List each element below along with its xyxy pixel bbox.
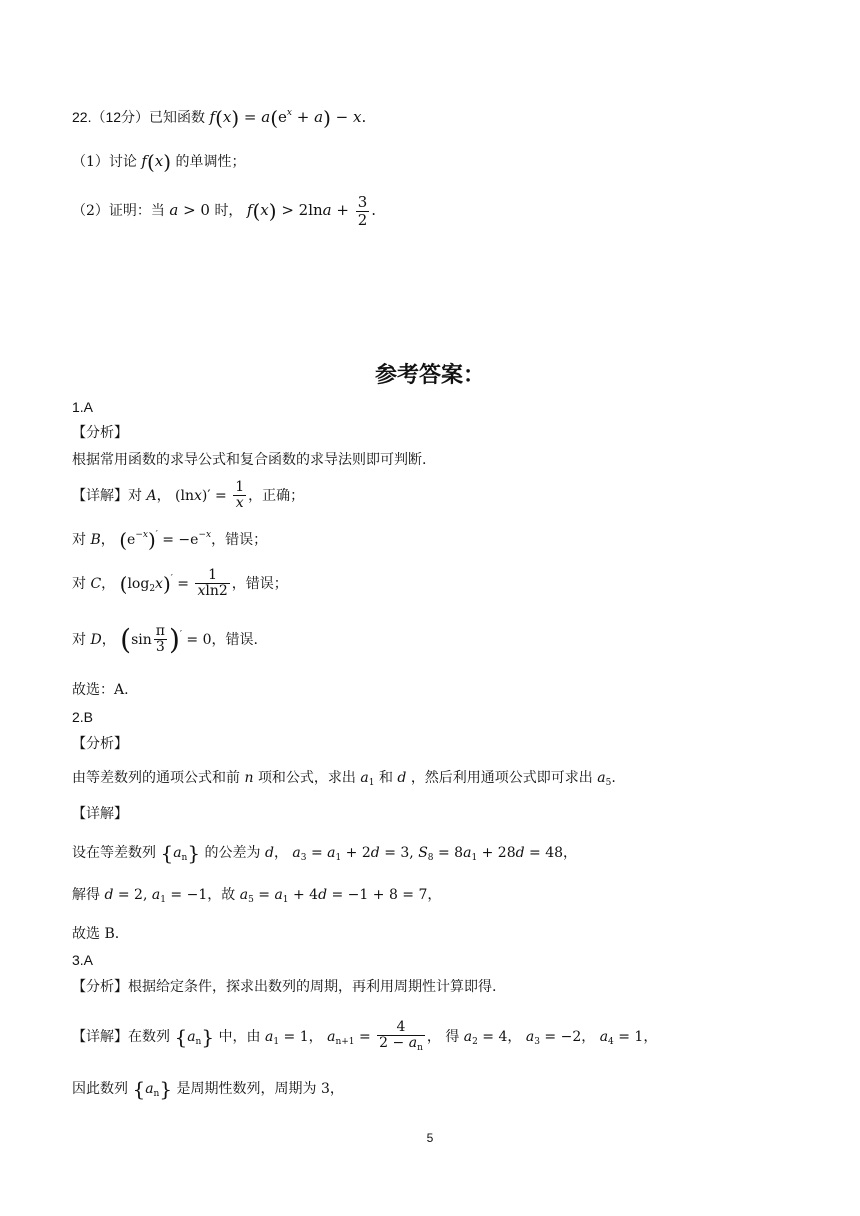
- formula-a3-s8: $a_3 = a_1 + 2d = 3$, $S_8 = 8a_1 + 28d = 48$: [292, 845, 564, 863]
- q1-label: 1.A: [72, 399, 94, 415]
- formula-a5: $a_5 = a_1 + 4d = -1 + 8 = 7$: [239, 887, 428, 905]
- option-label-c: C: [90, 575, 102, 592]
- q1-choice: 故选：A.: [72, 682, 129, 698]
- q2-label: 2.B: [72, 709, 94, 725]
- q3-analysis: 【分析】根据给定条件，探求出数列的周期，再利用周期性计算即得.: [72, 979, 497, 995]
- formula-inequality: f(x) > 2lna + $\frac{3}{2}$ .: [246, 193, 377, 229]
- part1-suffix: 的单调性；: [175, 154, 246, 170]
- q3-label: 3.A: [72, 952, 94, 968]
- part2-prefix: （2）证明：当: [72, 203, 165, 219]
- formula-fx: f(x): [141, 150, 172, 174]
- q1-detail-c: 对 C， $(\log_2x)'$ = $\frac{1}{xln2}$ ，错误；: [72, 567, 288, 600]
- part1-prefix: （1）讨论: [72, 154, 137, 170]
- q3-detail: 【详解】在数列 $\{a_n\}$ 中，由 $a_1 = 1$， $a_{n+1}$ = $\frac{4}{2 - a_n}$ ， 得 $a_2 = 4$， $a_3 = -2$， $a_4 = 1$，: [72, 1019, 658, 1054]
- q1-analysis-tag: 【分析】: [72, 425, 128, 441]
- q1-detail-d: 对 D， (sin $\frac{\pi}{3}$ )′ = 0，错误.: [72, 622, 258, 656]
- formula-solution: d = 2, $a_1 = -1$: [104, 887, 208, 905]
- page-number: 5: [426, 1131, 434, 1145]
- q2-detail-solve: 解得 d = 2, $a_1 = -1$，故 $a_5 = a_1 + 4d = -1 + 8 = 7$，: [72, 887, 442, 905]
- q2-choice: 故选 B.: [72, 926, 120, 942]
- problem-22-part2: [72, 194, 376, 228]
- option-label-b: B: [90, 532, 101, 548]
- answers-title: 参考答案：: [374, 363, 485, 388]
- q1-detail-b: 对 B， $(e^{-x})' = -e^{-x}$，错误；: [72, 528, 268, 552]
- q3-conclusion: 因此数列 $\{a_n\}$ 是周期性数列，周期为 3，: [72, 1077, 344, 1101]
- q2-detail-tag: 【详解】: [72, 806, 128, 822]
- q2-analysis-tag: 【分析】: [72, 736, 128, 752]
- formula-a-positive: a > 0: [169, 201, 210, 219]
- option-label-a: A: [146, 487, 157, 504]
- formula-f-definition: $f(x) = a(e^x + a) - x$.: [209, 106, 367, 130]
- q1-detail-tag: 【详解】对: [72, 487, 142, 504]
- formula-exp-derivative: $(e^{-x})' = -e^{-x}$: [119, 528, 212, 552]
- formula-ln-derivative: (lnx)′ = $\frac{1}{x}$: [175, 479, 245, 512]
- formula-recurrence: $a_{n+1}$ = $\frac{4}{2 - a_n}$: [327, 1019, 423, 1054]
- problem-22-statement: [72, 108, 366, 128]
- formula-sin-derivative: (sin $\frac{\pi}{3}$ )′ = 0: [120, 622, 212, 656]
- option-label-d: D: [90, 631, 102, 648]
- problem-22-part1: [72, 152, 245, 172]
- formula-log-derivative: $(\log_2x)'$ = $\frac{1}{xln2}$: [119, 567, 228, 600]
- q1-analysis: 根据常用函数的求导公式和复合函数的求导法则即可判断.: [72, 452, 427, 468]
- part2-mid: 时，: [214, 203, 243, 219]
- q1-detail-a: 【详解】对 A， (lnx)′ = $\frac{1}{x}$ ，正确；: [72, 479, 305, 512]
- q2-analysis: 由等差数列的通项公式和前 n 项和公式，求出 $a_1$ 和 d ，然后利用通项公式即可求出 $a_5$.: [72, 770, 616, 788]
- q2-detail-setup: 设在等差数列 $\{a_n\}$ 的公差为 d， $a_3 = a_1 + 2d = 3$, $S_8 = 8a_1 + 28d = 48$，: [72, 841, 578, 865]
- problem-22-header: 22.（12分）已知函数: [72, 109, 206, 125]
